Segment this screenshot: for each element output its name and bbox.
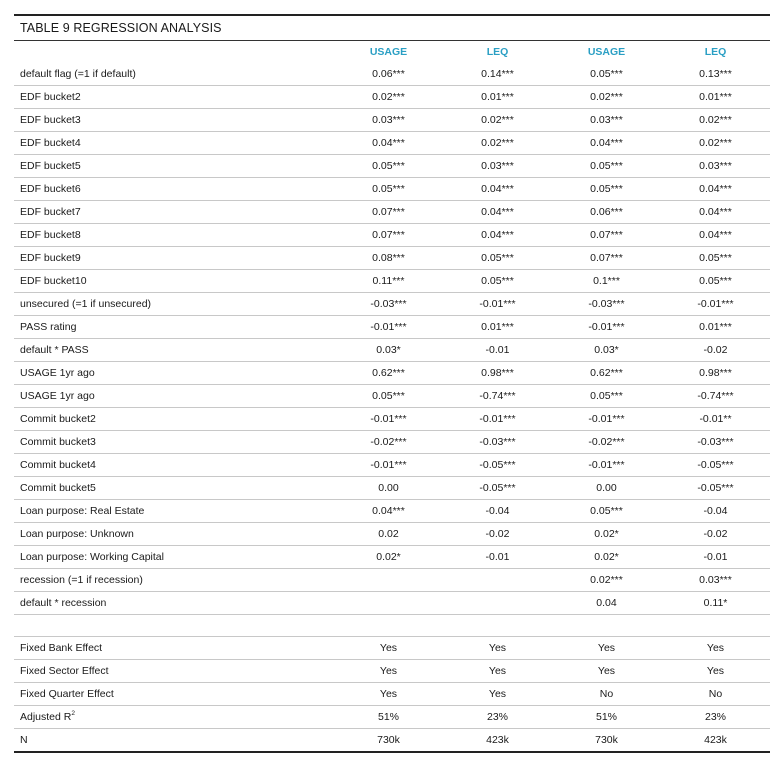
effects-label-cell (14, 729, 334, 752)
effects-label-cell (14, 660, 334, 683)
header-blank (14, 41, 334, 63)
cell-value: 0.05*** (443, 270, 552, 293)
cell-value: 0.13*** (661, 63, 770, 86)
bottom-rule (14, 751, 770, 753)
cell-value: 0.02*** (443, 109, 552, 132)
row-label: recession (=1 if recession) (14, 569, 334, 592)
table-row (14, 155, 770, 178)
column-header: LEQ (704, 46, 727, 58)
cell-value: 0.05*** (552, 385, 661, 408)
cell-value: -0.02 (443, 523, 552, 546)
effects-value: No (552, 683, 661, 706)
row-label: Commit bucket5 (14, 477, 334, 500)
effects-value: 51% (552, 706, 661, 729)
table-row (14, 63, 770, 86)
cell-value: 0.02*** (552, 569, 661, 592)
effects-label-cell (14, 706, 334, 729)
cell-value: 0.11*** (334, 270, 443, 293)
cell-value: 0.98*** (661, 362, 770, 385)
effects-value: Yes (552, 637, 661, 660)
cell-value: 0.05*** (443, 247, 552, 270)
row-label: Loan purpose: Unknown (14, 523, 334, 546)
row-label: EDF bucket10 (14, 270, 334, 293)
row-label: PASS rating (14, 316, 334, 339)
effects-value: Yes (552, 660, 661, 683)
cell-value: 0.05*** (552, 155, 661, 178)
cell-value: 0.03*** (334, 109, 443, 132)
row-label: EDF bucket7 (14, 201, 334, 224)
cell-value: 0.06*** (552, 201, 661, 224)
cell-value: -0.02*** (334, 431, 443, 454)
cell-value: 0.01*** (443, 316, 552, 339)
cell-value: -0.01** (661, 408, 770, 431)
cell-value: 0.02*** (334, 86, 443, 109)
cell-value (443, 592, 552, 615)
table-row (14, 592, 770, 615)
effects-label-cell (14, 637, 334, 660)
table-row (14, 569, 770, 592)
cell-value: 0.05*** (552, 63, 661, 86)
column-header: USAGE (587, 46, 626, 58)
table-row (14, 385, 770, 408)
cell-value: 0.01*** (661, 316, 770, 339)
spacer-cell (334, 615, 443, 637)
cell-value: 0.03*** (661, 569, 770, 592)
effects-row (14, 660, 770, 683)
cell-value: 0.02*** (661, 132, 770, 155)
cell-value: 0.05*** (334, 178, 443, 201)
row-label: Commit bucket2 (14, 408, 334, 431)
row-label: USAGE 1yr ago (14, 362, 334, 385)
cell-value: 0.03*** (661, 155, 770, 178)
table-row (14, 316, 770, 339)
row-label: EDF bucket3 (14, 109, 334, 132)
effects-value: Yes (661, 660, 770, 683)
table-row (14, 477, 770, 500)
cell-value: 0.04*** (443, 178, 552, 201)
cell-value: 0.07*** (552, 224, 661, 247)
cell-value: -0.01*** (661, 293, 770, 316)
cell-value: -0.02 (661, 523, 770, 546)
effects-value: Yes (443, 637, 552, 660)
cell-value: -0.01*** (552, 454, 661, 477)
effects-value: 423k (486, 734, 509, 746)
cell-value: 0.62*** (552, 362, 661, 385)
column-header: LEQ (486, 46, 509, 58)
row-label: default flag (=1 if default) (14, 63, 334, 86)
effects-value: Yes (334, 683, 443, 706)
table-row (14, 500, 770, 523)
cell-value: 0.02 (334, 523, 443, 546)
table-row (14, 86, 770, 109)
cell-value: 0.05*** (334, 155, 443, 178)
row-label: Loan purpose: Real Estate (14, 500, 334, 523)
cell-value: 0.05*** (661, 270, 770, 293)
effects-value: Yes (334, 660, 443, 683)
effects-label: Fixed Quarter Effect (20, 688, 114, 700)
cell-value: 0.02* (552, 523, 661, 546)
spacer-cell (552, 615, 661, 637)
cell-value: 0.04*** (661, 178, 770, 201)
effects-row (14, 683, 770, 706)
cell-value: -0.05*** (661, 477, 770, 500)
table-row (14, 431, 770, 454)
effects-value: 730k (377, 734, 400, 746)
cell-value: 0.03* (552, 339, 661, 362)
cell-value: 0.05*** (552, 178, 661, 201)
cell-value: -0.01*** (334, 316, 443, 339)
effects-value: 423k (704, 734, 727, 746)
row-label: EDF bucket6 (14, 178, 334, 201)
table-body (14, 63, 770, 751)
cell-value: -0.03*** (552, 293, 661, 316)
cell-value: 0.04 (552, 592, 661, 615)
cell-value: 0.07*** (552, 247, 661, 270)
effects-label: N (20, 734, 28, 746)
spacer-cell (443, 615, 552, 637)
cell-value: -0.04 (443, 500, 552, 523)
cell-value: -0.01*** (552, 408, 661, 431)
table-row (14, 408, 770, 431)
row-label: default * recession (14, 592, 334, 615)
cell-value: -0.05*** (443, 477, 552, 500)
cell-value (334, 569, 443, 592)
cell-value: -0.04 (661, 500, 770, 523)
table-row (14, 178, 770, 201)
table-row (14, 339, 770, 362)
cell-value: -0.01*** (334, 408, 443, 431)
row-label: Commit bucket3 (14, 431, 334, 454)
effects-label: Adjusted R (20, 711, 72, 723)
cell-value: 0.05*** (552, 500, 661, 523)
cell-value: 0.01*** (661, 86, 770, 109)
row-label: EDF bucket5 (14, 155, 334, 178)
cell-value: 0.03*** (552, 109, 661, 132)
cell-value: 0.03* (334, 339, 443, 362)
effects-label-cell (14, 683, 334, 706)
effects-value: 730k (595, 734, 618, 746)
cell-value: 0.11* (661, 592, 770, 615)
cell-value: 0.02* (334, 546, 443, 569)
regression-table-figure (14, 14, 770, 753)
effects-row (14, 706, 770, 729)
cell-value: 0.04*** (443, 201, 552, 224)
spacer-row (14, 615, 770, 637)
row-label: default * PASS (14, 339, 334, 362)
cell-value: 0.05*** (661, 247, 770, 270)
cell-value: 0.07*** (334, 224, 443, 247)
row-label: EDF bucket8 (14, 224, 334, 247)
cell-value: -0.01 (443, 339, 552, 362)
effects-value: 23% (443, 706, 552, 729)
cell-value: -0.01*** (443, 408, 552, 431)
cell-value: -0.74*** (661, 385, 770, 408)
cell-value: 0.01*** (443, 86, 552, 109)
table-row (14, 454, 770, 477)
cell-value: 0.1*** (552, 270, 661, 293)
cell-value: 0.06*** (334, 63, 443, 86)
cell-value: 0.00 (552, 477, 661, 500)
effects-row (14, 729, 770, 752)
row-label: EDF bucket9 (14, 247, 334, 270)
cell-value: -0.01 (443, 546, 552, 569)
table-row (14, 270, 770, 293)
header-row (14, 41, 770, 63)
cell-value: -0.05*** (661, 454, 770, 477)
table-row (14, 293, 770, 316)
table-row (14, 132, 770, 155)
cell-value: -0.74*** (443, 385, 552, 408)
table-row (14, 224, 770, 247)
cell-value: 0.04*** (661, 201, 770, 224)
effects-value: 51% (334, 706, 443, 729)
cell-value: 0.02*** (661, 109, 770, 132)
cell-value: 0.02* (552, 546, 661, 569)
spacer-cell (14, 615, 334, 637)
cell-value: -0.03*** (443, 431, 552, 454)
cell-value (334, 592, 443, 615)
effects-row (14, 637, 770, 660)
row-label: unsecured (=1 if unsecured) (14, 293, 334, 316)
cell-value (443, 569, 552, 592)
row-label: Commit bucket4 (14, 454, 334, 477)
cell-value: 0.04*** (443, 224, 552, 247)
cell-value: 0.62*** (334, 362, 443, 385)
cell-value: 0.04*** (334, 500, 443, 523)
cell-value: 0.08*** (334, 247, 443, 270)
cell-value: -0.03*** (334, 293, 443, 316)
table-row (14, 247, 770, 270)
cell-value: -0.03*** (661, 431, 770, 454)
cell-value: -0.02 (661, 339, 770, 362)
cell-value: -0.01*** (552, 316, 661, 339)
row-label: Loan purpose: Working Capital (14, 546, 334, 569)
superscript: 2 (71, 710, 75, 717)
cell-value: 0.04*** (661, 224, 770, 247)
cell-value: -0.01 (661, 546, 770, 569)
cell-value: 0.14*** (443, 63, 552, 86)
regression-table (14, 41, 770, 751)
effects-label: Fixed Sector Effect (20, 665, 109, 677)
table-row (14, 362, 770, 385)
cell-value: 0.98*** (443, 362, 552, 385)
column-header: USAGE (369, 46, 408, 58)
row-label: EDF bucket4 (14, 132, 334, 155)
cell-value: 0.02*** (443, 132, 552, 155)
cell-value: 0.04*** (334, 132, 443, 155)
table-header (14, 41, 770, 63)
effects-value: Yes (661, 637, 770, 660)
cell-value: 0.04*** (552, 132, 661, 155)
cell-value: -0.01*** (334, 454, 443, 477)
table-row (14, 523, 770, 546)
cell-value: 0.00 (334, 477, 443, 500)
cell-value: -0.01*** (443, 293, 552, 316)
effects-value: Yes (443, 660, 552, 683)
row-label: EDF bucket2 (14, 86, 334, 109)
cell-value: 0.02*** (552, 86, 661, 109)
row-label: USAGE 1yr ago (14, 385, 334, 408)
spacer-cell (661, 615, 770, 637)
cell-value: -0.02*** (552, 431, 661, 454)
cell-value: 0.05*** (334, 385, 443, 408)
effects-value: Yes (334, 637, 443, 660)
cell-value: 0.03*** (443, 155, 552, 178)
table-title: TABLE 9 REGRESSION ANALYSIS (20, 21, 222, 35)
effects-value: 23% (661, 706, 770, 729)
effects-label: Fixed Bank Effect (20, 642, 103, 654)
effects-value: No (661, 683, 770, 706)
cell-value: -0.05*** (443, 454, 552, 477)
table-row (14, 546, 770, 569)
table-row (14, 201, 770, 224)
effects-value: Yes (443, 683, 552, 706)
cell-value: 0.07*** (334, 201, 443, 224)
table-row (14, 109, 770, 132)
